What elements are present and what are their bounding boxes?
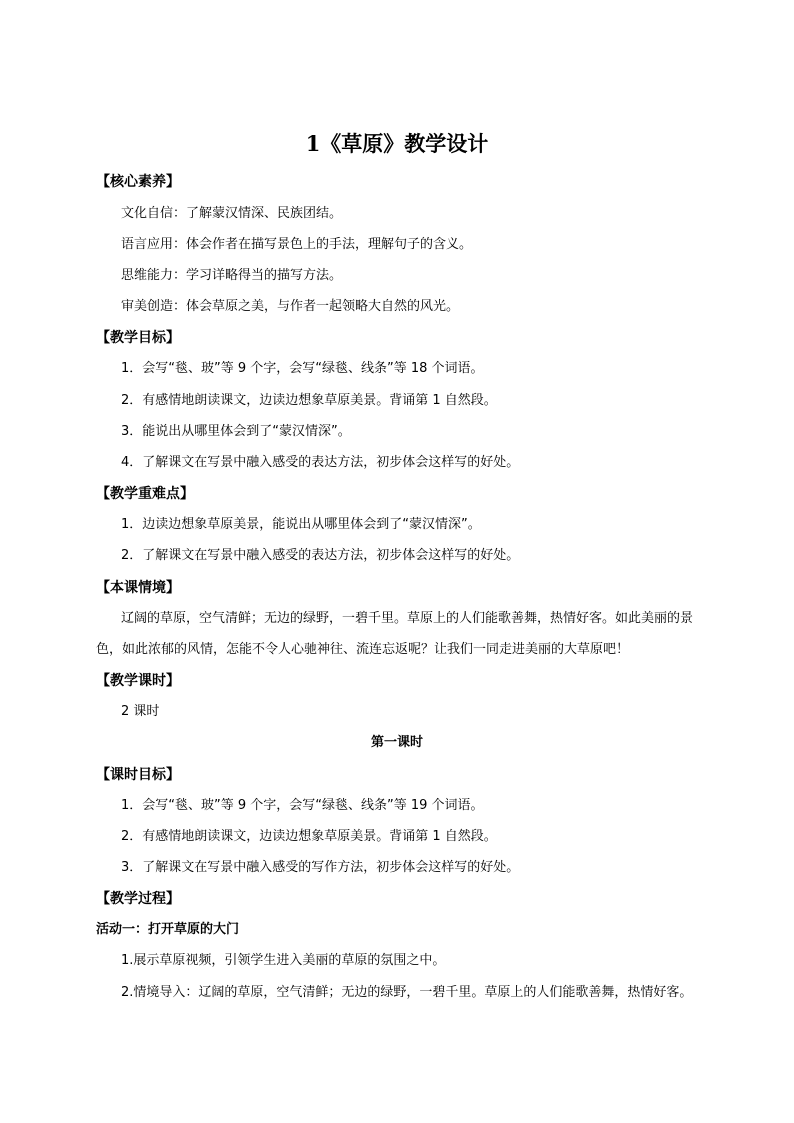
section-heading-class-hours: 【教学课时】 [96,673,180,689]
section-heading-lesson-goals: 【课时目标】 [96,767,180,783]
keypoint-item-1: 1．边读边想象草原美景，能说出从哪里体会到了“蒙汉情深”。 [121,517,481,532]
section-heading-situation: 【本课情境】 [96,580,180,596]
goal-item-1: 1．会写“毯、玻”等 9 个字，会写“绿毯、线条”等 18 个词语。 [121,361,484,376]
keypoint-item-2: 2．了解课文在写景中融入感受的表达方法，初步体会这样写的好处。 [121,548,520,563]
lesson-goal-item-1: 1．会写“毯、玻”等 9 个字，会写“绿毯、线条”等 19 个词语。 [121,798,484,813]
goal-item-2: 2．有感情地朗读课文，边读边想象草原美景。背诵第 1 自然段。 [121,393,497,408]
activity-1-item-1: 1.展示草原视频，引领学生进入美丽的草原的氛围之中。 [121,953,446,968]
core-item-thinking: 思维能力：学习详略得当的描写方法。 [121,268,343,283]
lesson-goal-item-2: 2．有感情地朗读课文，边读边想象草原美景。背诵第 1 自然段。 [121,829,497,844]
activity-1-title: 活动一：打开草原的大门 [96,922,240,937]
core-item-aesthetic: 审美创造：体会草原之美，与作者一起领略大自然的风光。 [121,299,460,314]
core-item-language: 语言应用：体会作者在描写景色上的手法，理解句子的含义。 [121,237,473,252]
section-heading-teaching-process: 【教学过程】 [96,891,180,907]
lesson-goal-item-3: 3．了解课文在写景中融入感受的写作方法，初步体会这样写的好处。 [121,860,520,875]
situation-line-2: 色，如此浓郁的风情，怎能不令人心驰神往、流连忘返呢？让我们一同走进美丽的大草原吧！ [96,642,630,657]
section-heading-teaching-goals: 【教学目标】 [96,330,180,346]
document-title: 1《草原》教学设计 [305,131,489,156]
situation-line-1: 辽阔的草原，空气清鲜；无边的绿野，一碧千里。草原上的人们能歌善舞，热情好客。如此美丽的景 [121,611,694,626]
activity-1-item-2: 2.情境导入：辽阔的草原，空气清鲜；无边的绿野，一碧千里。草原上的人们能歌善舞，热情好客。 [121,985,693,1000]
section-heading-key-points: 【教学重难点】 [96,486,194,502]
first-lesson-title: 第一课时 [370,735,423,750]
goal-item-3: 3．能说出从哪里体会到了“蒙汉情深”。 [121,424,351,439]
class-hours-value: 2 课时 [121,704,160,719]
core-item-culture: 文化自信：了解蒙汉情深、民族团结。 [121,206,343,221]
goal-item-4: 4．了解课文在写景中融入感受的表达方法，初步体会这样写的好处。 [121,455,520,470]
section-heading-core-literacy: 【核心素养】 [96,174,180,190]
